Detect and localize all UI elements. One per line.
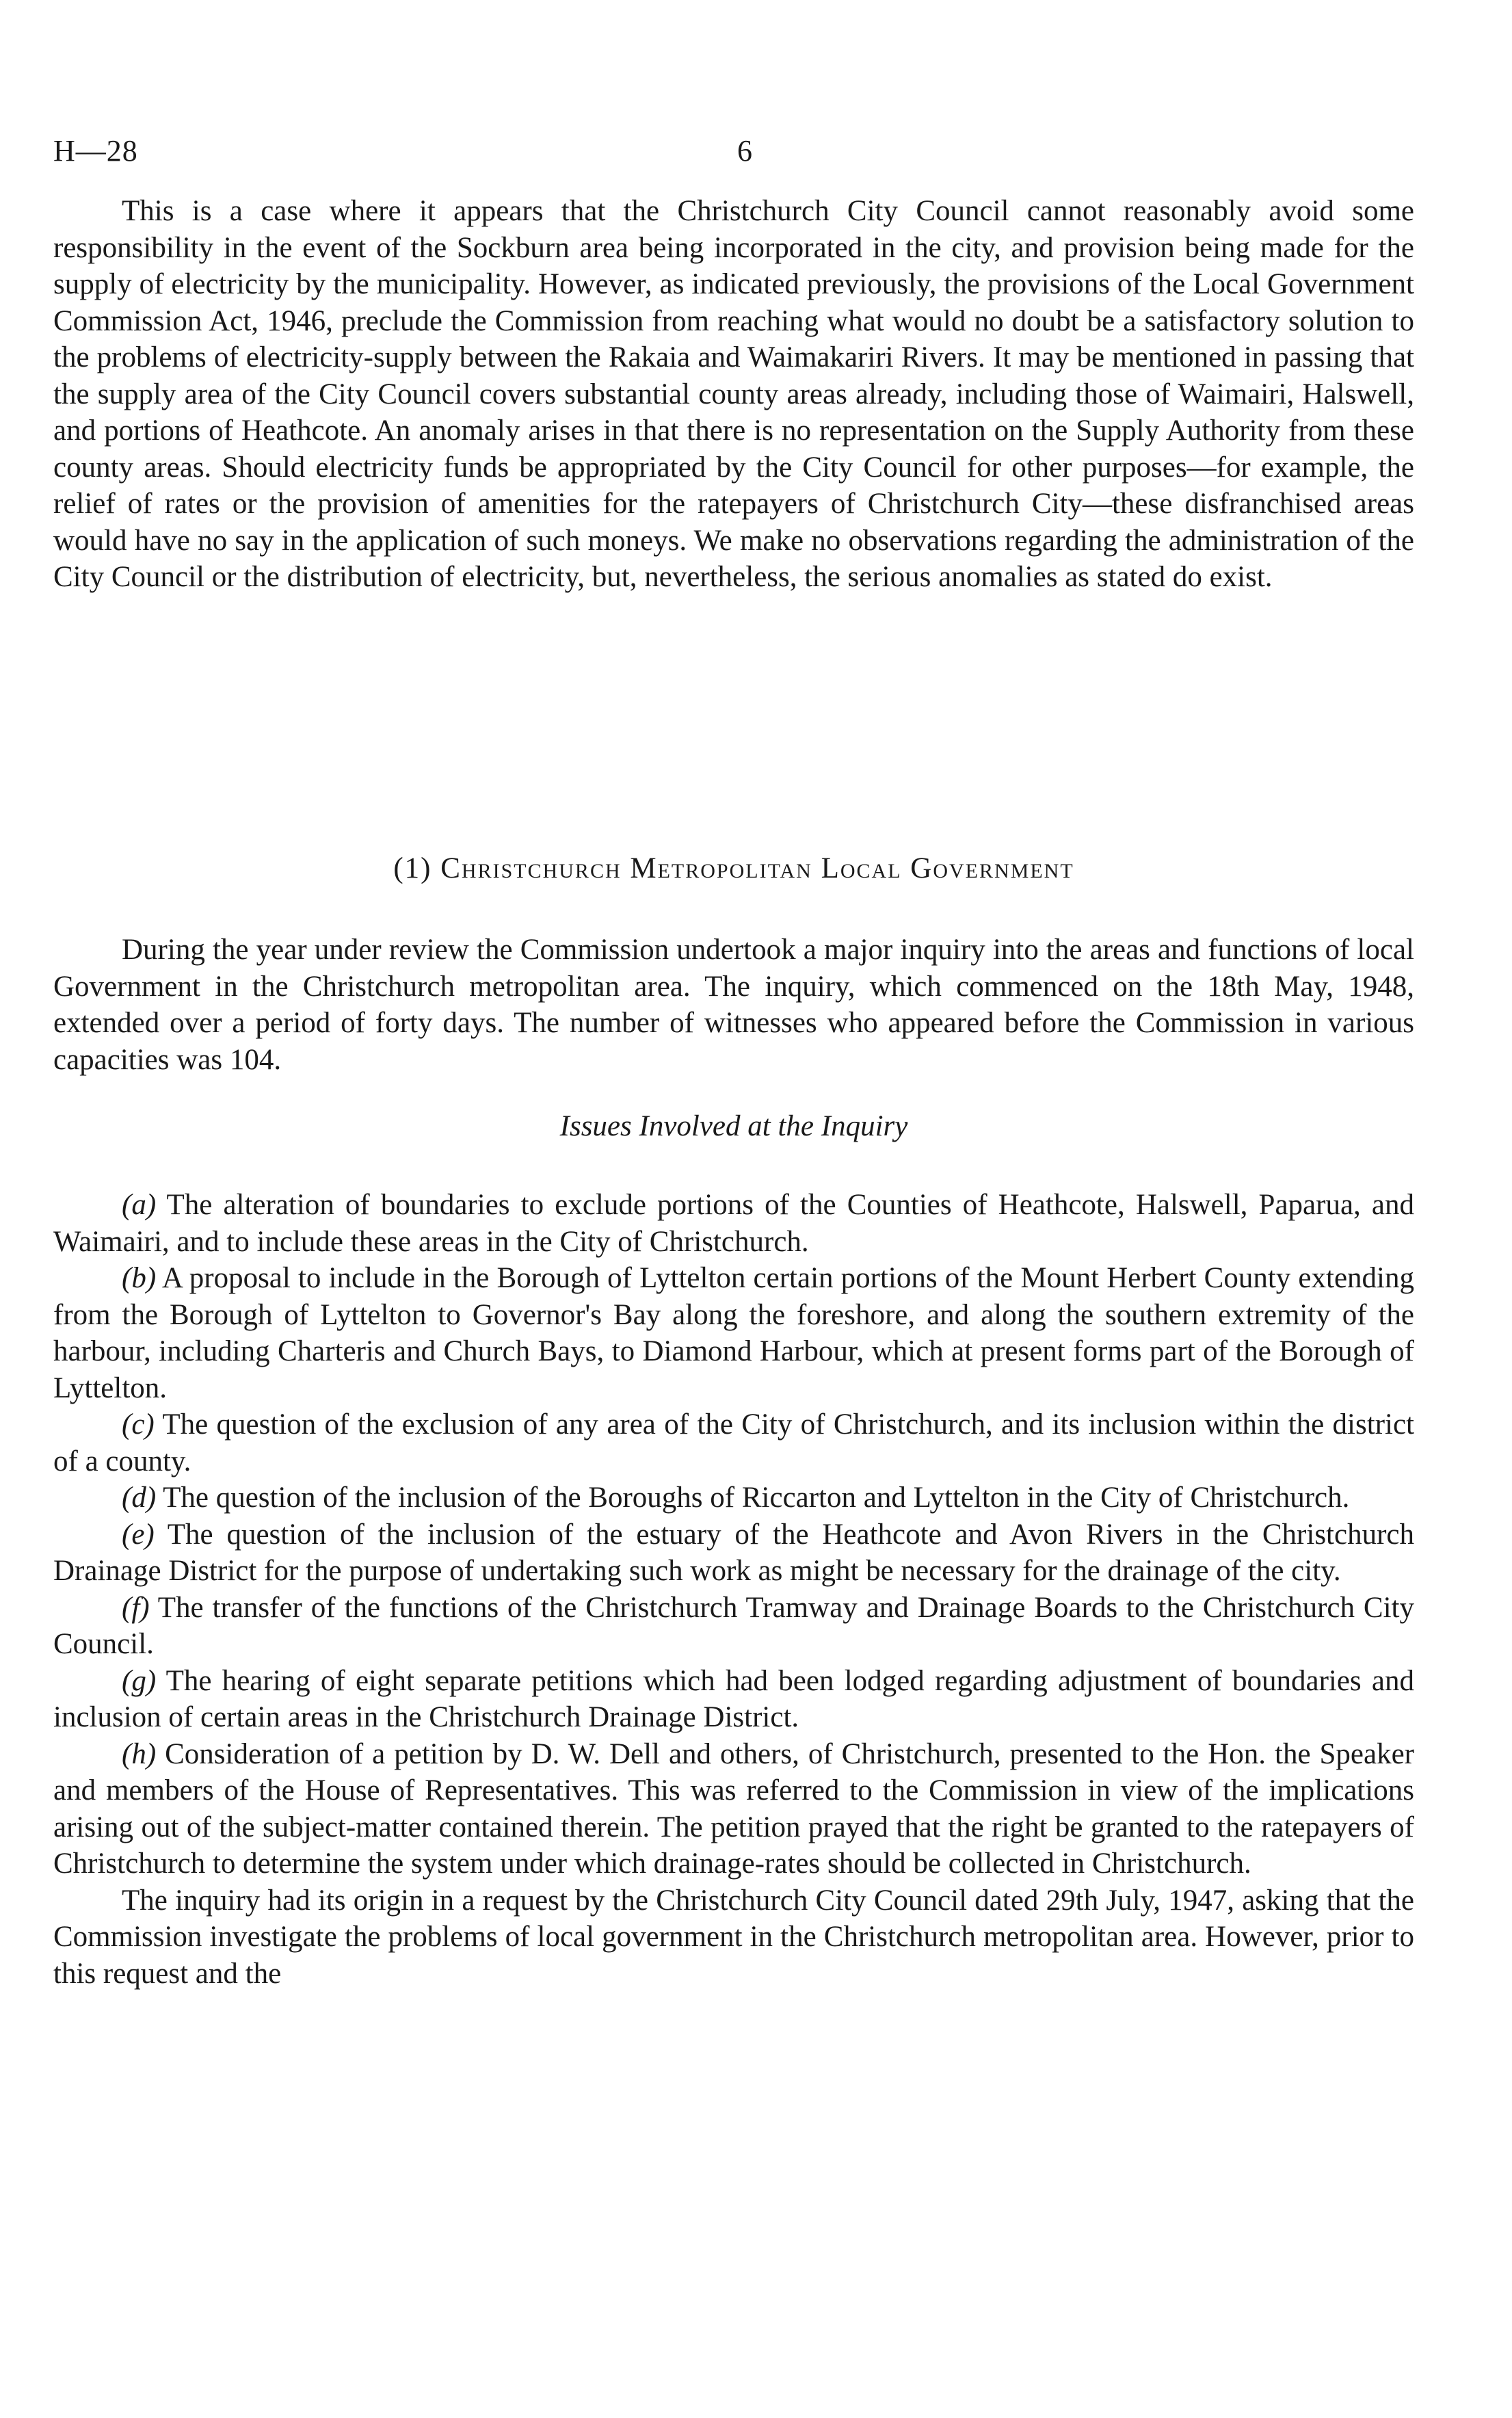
- issue-text: The question of the exclusion of any area of the City of Christchurch, and its inclusion within the district of a county.: [53, 1408, 1414, 1477]
- issue-label: (f): [122, 1591, 150, 1624]
- document-reference: H—28: [53, 134, 138, 168]
- issue-item-d: [53, 1480, 1414, 1516]
- issue-text: The question of the inclusion of the Boroughs of Riccarton and Lyttelton in the City of Christchurch.: [163, 1482, 1350, 1514]
- issue-text: A proposal to include in the Borough of Lyttelton certain portions of the Mount Herbert County extending from the Borough of Lyttelton to Governor's Bay along the foreshore, and along the southern extremity of the harbour, including Charteris and Church Bays, to Diamond Harbour, which at present forms part of the Borough of Lyttelton.: [53, 1262, 1414, 1404]
- issue-item-g: [53, 1663, 1414, 1736]
- page-header: [53, 133, 1414, 174]
- issue-text: The question of the inclusion of the estuary of the Heathcote and Avon Rivers in the Christchurch Drainage District for the purpose of undertaking such work as might be necessary for the drainage of the city.: [53, 1518, 1414, 1587]
- issue-label: (g): [122, 1664, 157, 1697]
- issue-label: (a): [122, 1189, 157, 1221]
- issue-label: (c): [122, 1408, 155, 1441]
- issue-text: The hearing of eight separate petitions which had been lodged regarding adjustment of boundaries and inclusion of certain areas in the Christchurch Drainage District.: [53, 1664, 1414, 1733]
- issue-text: The transfer of the functions of the Christchurch Tramway and Drainage Boards to the Christchurch City Council.: [53, 1591, 1414, 1660]
- page-number: 6: [737, 134, 752, 168]
- intro-paragraph: This is a case where it appears that the Christchurch City Council cannot reasonably avoid some responsibility in the event of the Sockburn area being incorporated in the city, and provision being made for the supply of electricity by the municipality. However, as indicated previously, the provisions of the Local Government Commission Act, 1946, preclude the Commission from reaching what would no doubt be a satisfactory solution to the problems of electricity-supply between the Rakaia and Waimakariri Rivers. It may be mentioned in passing that the supply area of the City Council covers substantial county areas already, including those of Waimairi, Halswell, and portions of Heathcote. An anomaly arises in that there is no representation on the Supply Authority from these county areas. Should electricity funds be appropriated by the City Council for other purposes—for example, the relief of rates or the provision of amenities for the ratepayers of Christchurch City—these disfranchised areas would have no say in the application of such moneys. We make no observations regarding the administration of the City Council or the distribution of electricity, but, nevertheless, the serious anomalies as stated do exist.: [53, 195, 1414, 593]
- issue-item-f: [53, 1590, 1414, 1663]
- issue-text: The alteration of boundaries to exclude portions of the Counties of Heathcote, Halswell, Paparua, and Waimairi, and to include these areas in the City of Christchurch.: [53, 1189, 1414, 1258]
- intro-section: [53, 193, 1414, 596]
- issue-label: (h): [122, 1737, 157, 1770]
- issue-item-a: [53, 1187, 1414, 1260]
- issue-item-b: [53, 1260, 1414, 1406]
- issue-label: (b): [122, 1262, 157, 1294]
- issue-text: Consideration of a petition by D. W. Dell and others, of Christchurch, presented to the Hon. the Speaker and members of the House of Representatives. This was referred to the Commission in view of the implications arising out of the subject-matter contained therein. The petition prayed that the right be granted to the ratepayers of Christchurch to determine the system under which drainage-rates should be collected in Christchurch.: [53, 1737, 1414, 1880]
- issues-list: [53, 1187, 1414, 1992]
- issue-item-c: [53, 1406, 1414, 1480]
- issue-item-e: [53, 1516, 1414, 1590]
- issue-item-h: [53, 1736, 1414, 1882]
- section-heading: (1) Christchurch Metropolitan Local Government: [393, 852, 1074, 884]
- section-paragraph: During the year under review the Commission undertook a major inquiry into the areas and functions of local Government in the Christchurch metropolitan area. The inquiry, which commenced on the 18th May, 1948, extended over a period of forty days. The number of witnesses who appeared before the Commission in various capacities was 104.: [53, 934, 1414, 1076]
- issue-label: (e): [122, 1518, 155, 1551]
- closing-paragraph: The inquiry had its origin in a request by the Christchurch City Council dated 29th July, 1947, asking that the Commission investigate the problems of local government in the Christchurch metropolitan area. However, prior to this request and the: [53, 1884, 1414, 1990]
- issue-label: (d): [122, 1482, 157, 1514]
- issues-heading: Issues Involved at the Inquiry: [559, 1110, 908, 1142]
- section-body: [53, 932, 1414, 1078]
